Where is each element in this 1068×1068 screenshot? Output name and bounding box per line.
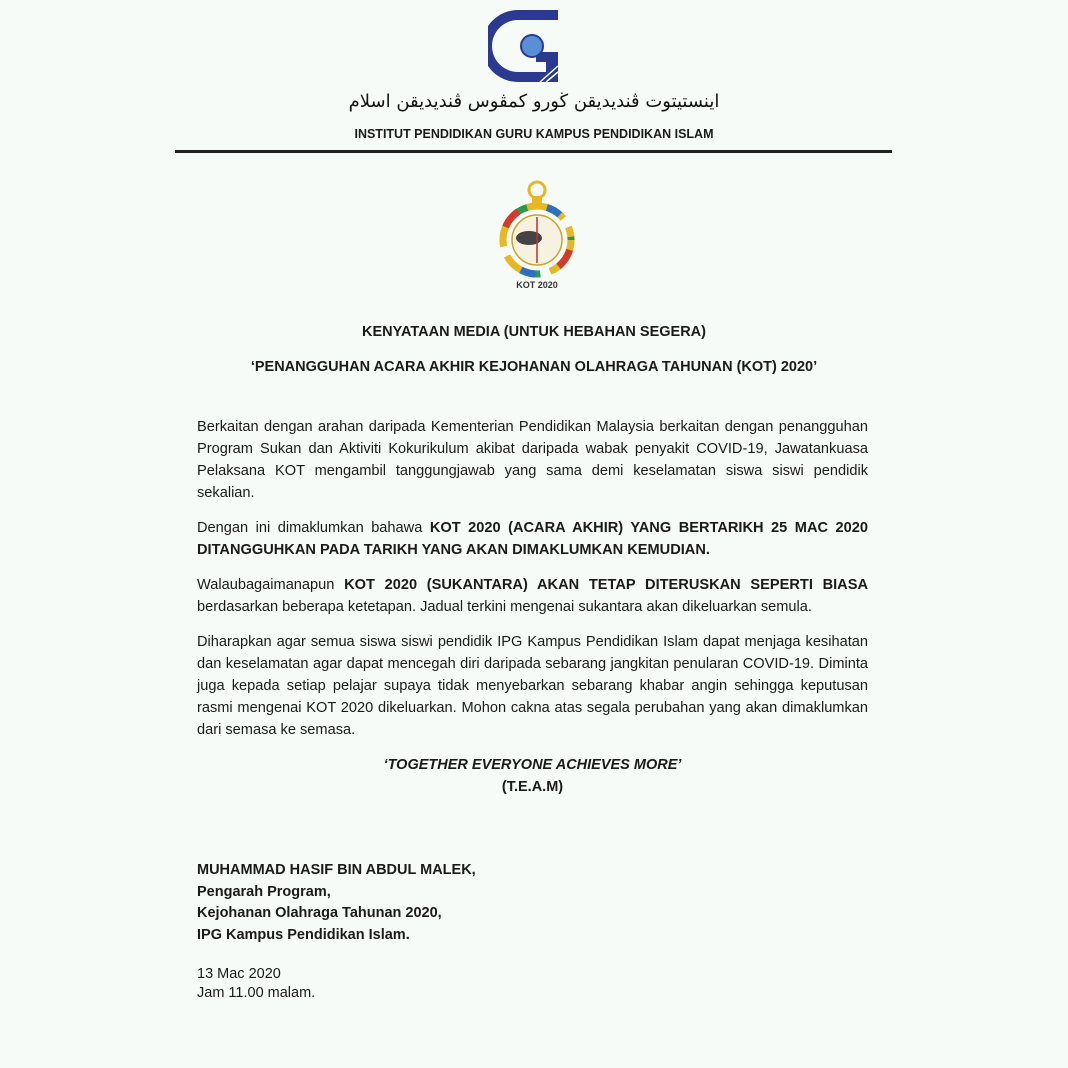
signatory-org: IPG Kampus Pendidikan Islam. — [197, 926, 410, 943]
paragraph-2-text: Dengan ini dimaklumkan bahawa — [197, 520, 430, 536]
press-release-heading: KENYATAAN MEDIA (UNTUK HEBAHAN SEGERA) — [362, 324, 706, 340]
time: Jam 11.00 malam. — [197, 985, 316, 1001]
press-release-body — [197, 416, 868, 741]
paragraph-3 — [197, 574, 868, 618]
signatory-name: MUHAMMAD HASIF BIN ABDUL MALEK, — [197, 862, 476, 878]
institution-name-jawi: اينستيتوت ڤنديديقن ڬورو كمڤوس ڤنديديقن اسلام — [348, 91, 720, 112]
paragraph-2 — [197, 517, 868, 561]
signature-block — [197, 860, 868, 946]
paragraph-4: Diharapkan agar semua siswa siswi pendidik IPG Kampus Pendidikan Islam dapat menjaga kesihatan dan keselamatan agar dapat mencegah diri daripada sebarang jangkitan penularan COVID-19. Diminta juga kepada setiap pelajar supaya tidak menyebarkan sebarang khabar angin sehingga keputusan rasmi mengenai KOT 2020 dikeluarkan. Mohon cakna atas segala perubahan yang akan dimaklumkan dari semasa ke semasa. — [197, 634, 868, 738]
header-divider — [175, 150, 892, 153]
press-release-title: ‘PENANGGUHAN ACARA AKHIR KEJOHANAN OLAHRAGA TAHUNAN (KOT) 2020’ — [250, 359, 818, 375]
paragraph-3-text: Walaubagaimanapun — [197, 577, 345, 593]
paragraph-1: Berkaitan dengan arahan daripada Kementerian Pendidikan Malaysia berkaitan dengan penangguhan Program Sukan dan Aktiviti Kokurikulum akibat daripada wabak penyakit COVID-19, Jawatankuasa Pelaksana KOT mengambil tanggungjawab yang sama demi keselamatan siswa siswi pendidik sekalian. — [197, 419, 868, 501]
dateline — [197, 965, 868, 1013]
ipg-logo — [488, 8, 560, 84]
date: 13 Mac 2020 — [197, 966, 281, 982]
motto: ‘TOGETHER EVERYONE ACHIEVES MORE’ — [383, 757, 682, 773]
paragraph-2-emphasis: KOT 2020 (ACARA AKHIR) YANG BERTARIKH 25 MAC 2020 DITANGGUHKAN PADA TARIKH YANG AKAN DIMAKLUMKAN KEMUDIAN. — [197, 520, 868, 558]
motto-block — [197, 754, 868, 798]
paragraph-3-text-end: berdasarkan beberapa ketetapan. Jadual terkini mengenai sukantara akan dikeluarkan semula. — [197, 599, 812, 615]
document-content — [197, 416, 868, 1013]
kot-2020-label: KOT 2020 — [516, 280, 558, 290]
signatory-event: Kejohanan Olahraga Tahunan 2020, — [197, 905, 442, 921]
kot-2020-logo — [497, 180, 577, 280]
paragraph-3-emphasis: KOT 2020 (SUKANTARA) AKAN TETAP DITERUSKAN SEPERTI BIASA — [344, 577, 868, 593]
motto-acronym: (T.E.A.M) — [501, 779, 564, 795]
institution-name: INSTITUT PENDIDIKAN GURU KAMPUS PENDIDIKAN ISLAM — [354, 127, 714, 141]
signatory-role: Pengarah Program, — [197, 883, 331, 900]
